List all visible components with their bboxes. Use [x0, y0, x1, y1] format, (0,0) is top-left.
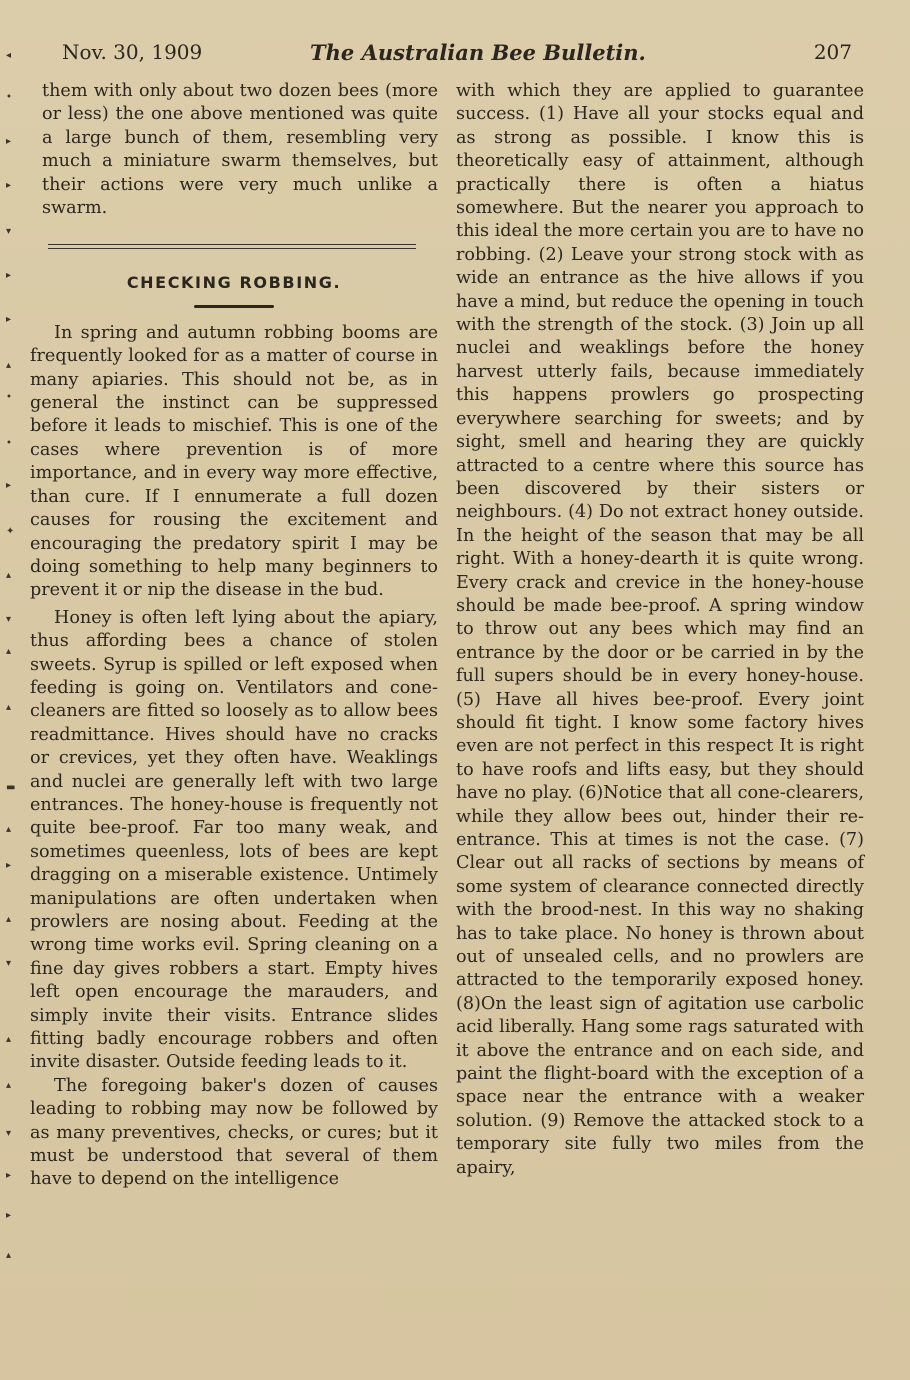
paragraph-2: Honey is often left lying about the apiary, thus affording bees a chance of stolen sweets. Syrup is spilled or left exposed when feeding is going on. Ventilators and cone-cleaners are fitted so loosely as to allow bees readmittance. Hives should have no cracks or crevices, yet they often have. Weaklings and nuclei are generally left with two large entrances. The honey-house is frequently not quite bee-proof. Far too many weak, and sometimes queenless, lots of bees are kept dragging on a miserable existence. Untimely manipulations are often undertaken when prowlers are nosing about. Feeding at the wrong time works evil. Spring cleaning on a fine day gives robbers a start. Empty hives left open encourage the marauders, and simply invite their visits. Entrance slides fitting badly encourage robbers and often invite disaster. Outside feeding leads to it.: [30, 607, 438, 1073]
section-heading: CHECKING ROBBING.: [126, 273, 342, 293]
paragraph-1: In spring and autumn robbing booms are frequently looked for as a matter of course in many apiaries. This should not be, as in general the instinct can be suppressed before it leads to mischief. This is one of the cases where prevention is of more importance, and in every way more effective, than cure. If I ennumerate a full dozen causes for rousing the excitement and encouraging the predatory spirit I may be doing something to help many beginners to prevent it or nip the disease in the bud.: [30, 322, 438, 601]
header-date: Nov. 30, 1909: [62, 40, 203, 64]
publication-title: The Australian Bee Bulletin.: [310, 40, 646, 65]
right-column-text: with which they are applied to guarantee success. (1) Have all your stocks equal and as strong as possible. I know this is theoretically easy of attainment, although practically there is often a hiatus somewhere. But the nearer you approach to this ideal the more certain you are to have no robbing. (2) Leave your strong stock with as wide an entrance as the hive allows if you have a mind, but reduce the opening in touch with the strength of the stock. (3) Join up all nuclei and weaklings before the honey harvest utterly fails, because immediately this happens prowlers go prospecting everywhere searching for sweets; and by sight, smell and hearing they are quickly attracted to a centre where this source has been discovered by their sisters or neighbours. (4) Do not extract honey outside. In the height of the season that may be all right. With a honey-dearth it is quite wrong. Every crack and crevice in the honey-house should be made bee-proof. A spring window to throw out any bees which may find an entrance by the door or be carried in by the full supers should be in every honey-house. (5) Have all hives bee-proof. Every joint should fit tight. I know some factory hives even are not perfect in this respect It is right to have roofs and lifts easy, but they should have no play. (6)Notice that all cone-clearers, while they allow bees out, hinder their re-entrance. This at times is not the case. (7) Clear out all racks of sections by means of some system of clearance connected directly with the brood-nest. In this way no shaking has to take place. No honey is thrown about out of unsealed cells, and no prowlers are attracted to the temporarily exposed honey. (8)On the least sign of agitation use carbolic acid liberally. Hang some rags saturated with it above the entrance and on each side, and paint the flight-board with the exception of a space near the entrance with a weaker solution. (9) Remove the attacked stock to a temporary site fully two miles from the apairy,: [456, 81, 864, 1178]
paragraph-3: The foregoing baker's dozen of causes leading to robbing may now be followed by as many preventives, checks, or cures; but it must be understood that several of them have to depend on the intelligence: [30, 1075, 438, 1190]
right-column: [456, 80, 864, 1180]
page-number: 207: [813, 40, 852, 64]
page-header: [62, 40, 852, 72]
intro-paragraph: them with only about two dozen bees (more or less) the one above mentioned was quite a large bunch of them, resembling very much a miniature swarm themselves, but their actions were very much unlike a swarm.: [42, 81, 438, 219]
section-divider: [48, 244, 416, 249]
heading-underline: [194, 305, 274, 308]
left-column: [30, 80, 438, 1192]
margin-binding-marks: ◂ • ▸ ▸ ▾ ▸ ▸ ▴ • • ▸ ✦ ▴ ▾ ▴ ▴ ▬ ▴ ▸ ▴ ▾ ▴ ▴ ▾ ▸ ▸ ▴: [6, 50, 16, 1261]
